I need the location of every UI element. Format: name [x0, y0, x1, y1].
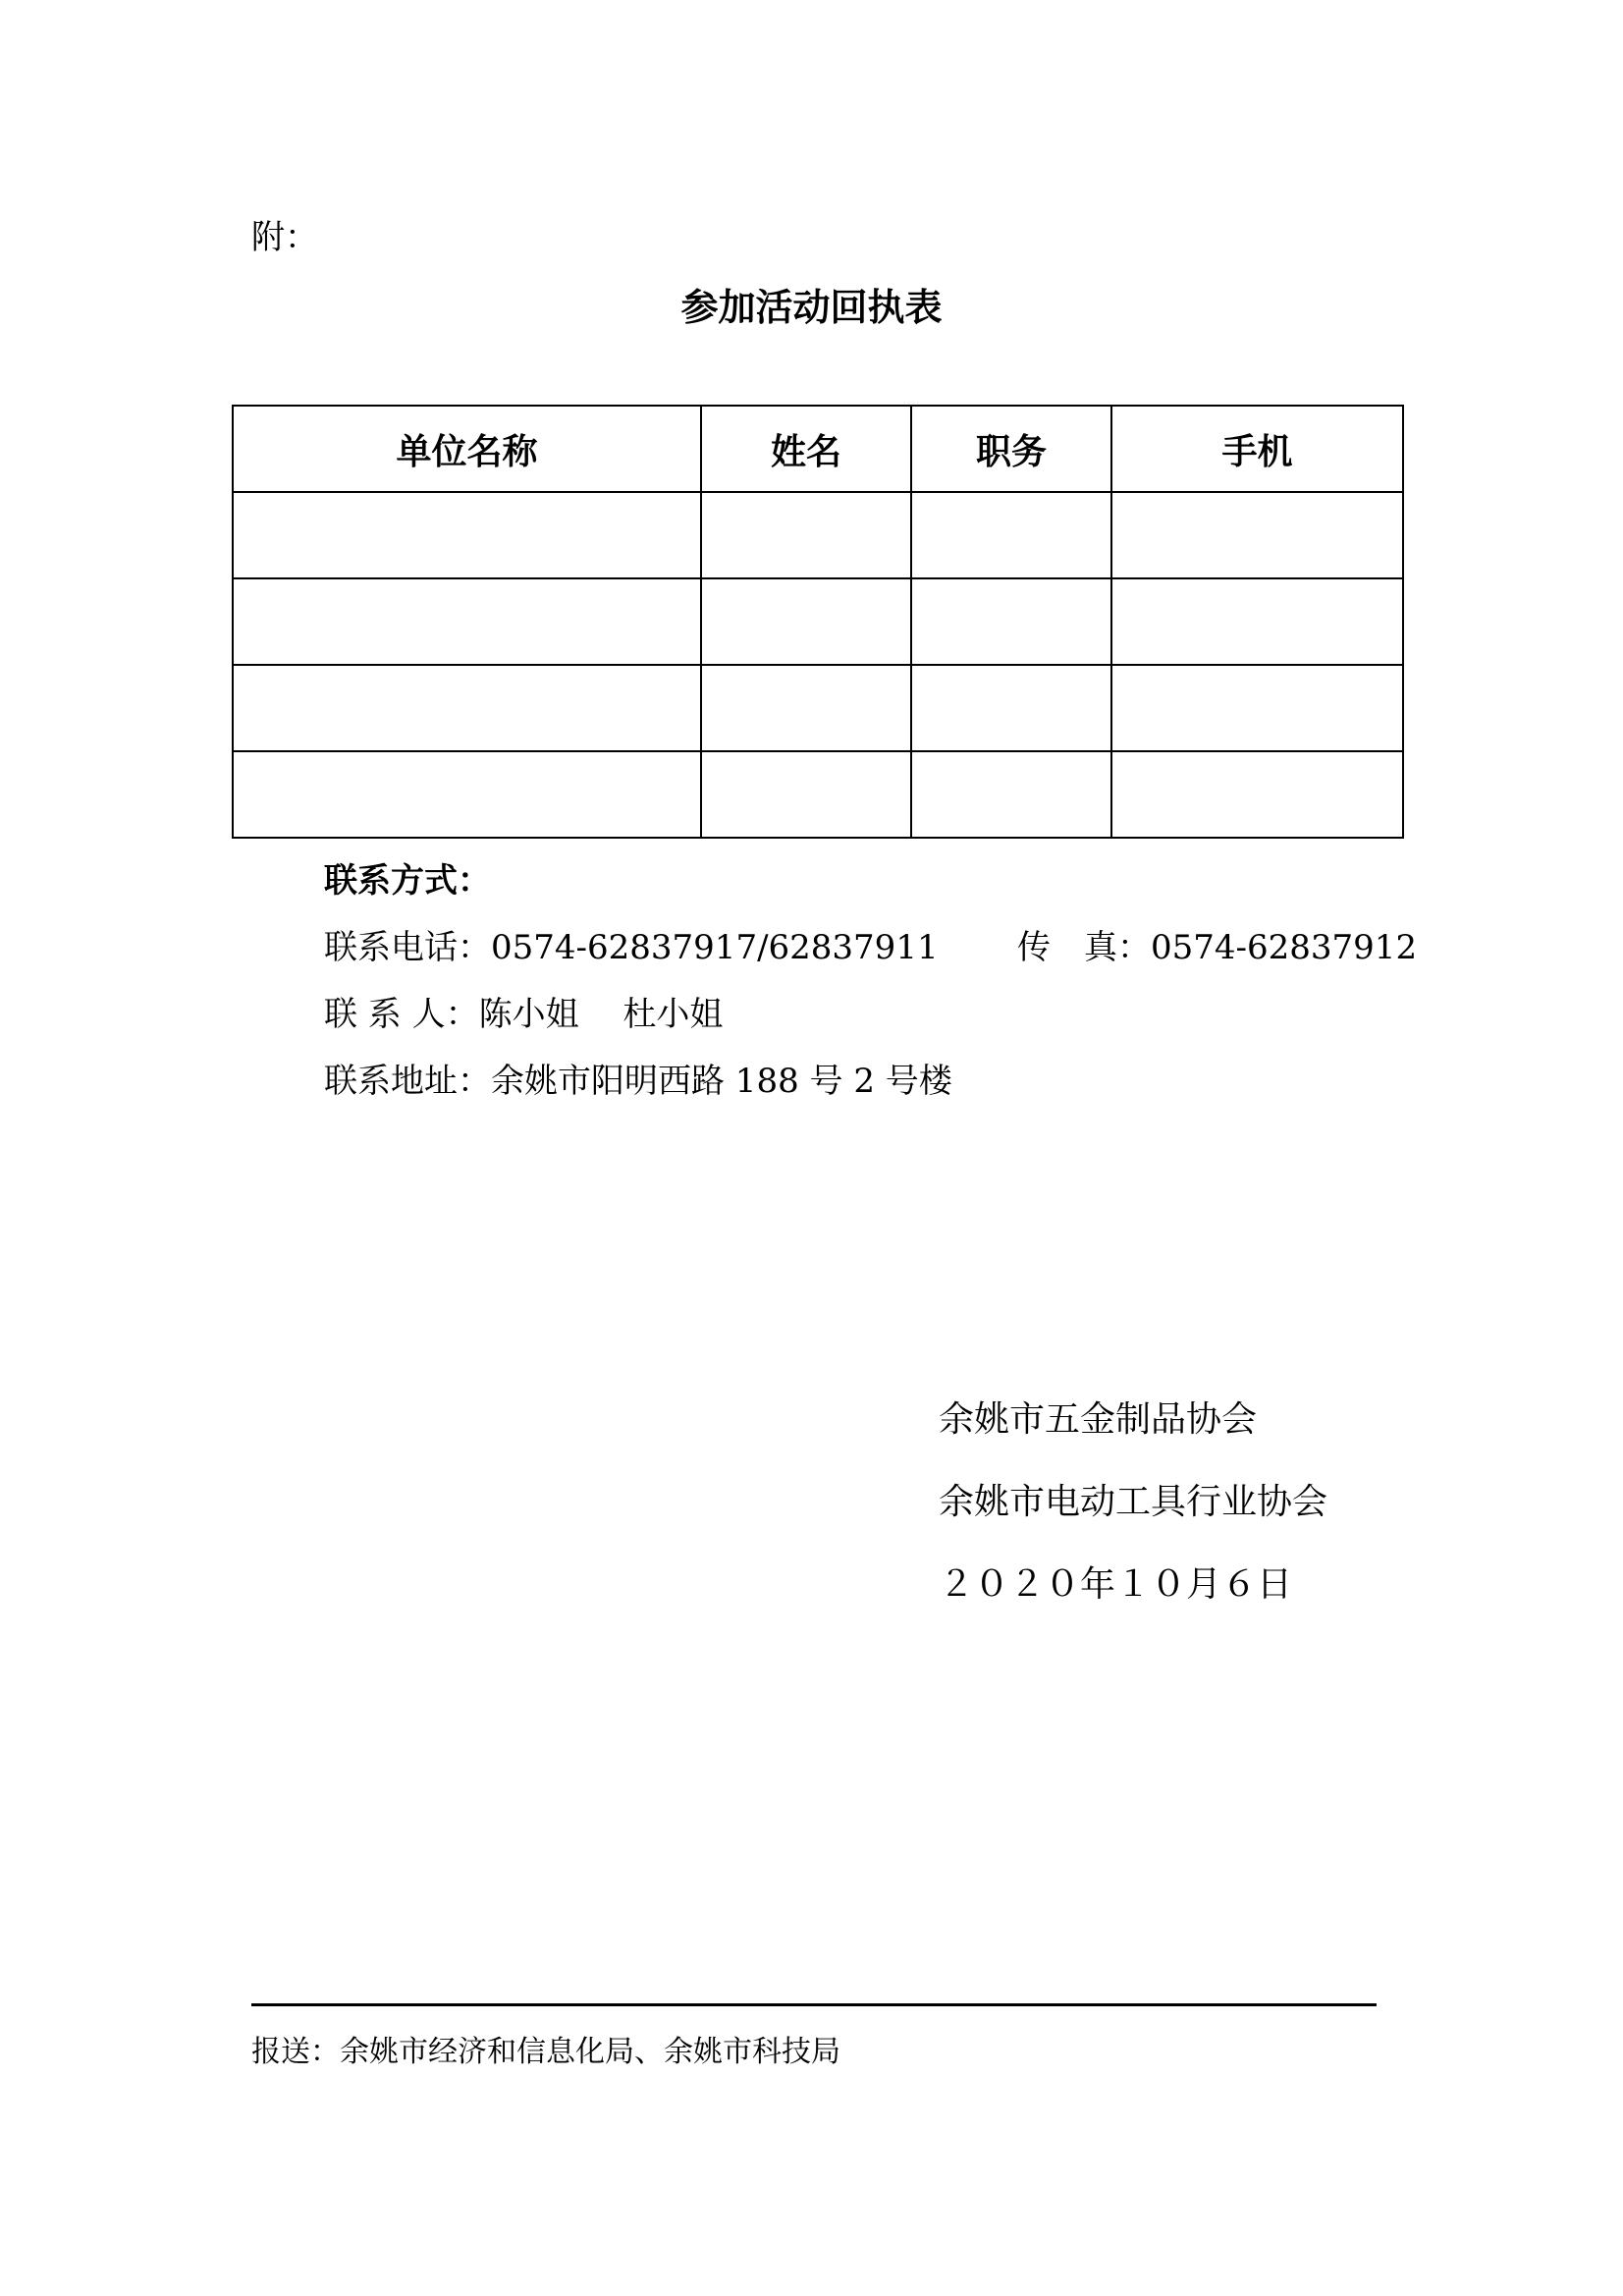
cell-mobile[interactable] [1111, 578, 1403, 665]
contact-fax: 传 真：0574-62837912 [1017, 928, 1418, 967]
cell-unit-name[interactable] [233, 578, 701, 665]
header-mobile: 手机 [1111, 406, 1403, 492]
contact-address: 联系地址：余姚市阳明西路 188 号 2 号楼 [324, 1062, 952, 1101]
reply-table [232, 405, 1404, 839]
signature-org-hardware: 余姚市五金制品协会 [939, 1399, 1258, 1440]
cell-mobile[interactable] [1111, 492, 1403, 578]
form-title: 参加活动回执表 [680, 286, 943, 329]
table-header-row [233, 406, 1403, 492]
cell-position[interactable] [911, 492, 1111, 578]
table-row [233, 578, 1403, 665]
cell-position[interactable] [911, 751, 1111, 838]
signature-org-power-tools: 余姚市电动工具行业协会 [939, 1482, 1328, 1522]
cell-name[interactable] [701, 665, 911, 751]
cell-mobile[interactable] [1111, 751, 1403, 838]
footer-cc: 报送：余姚市经济和信息化局、余姚市科技局 [251, 2035, 840, 2069]
footer-divider [251, 2003, 1377, 2006]
contact-phone: 联系电话：0574-62837917/62837911 [324, 928, 939, 967]
contact-heading: 联系方式： [324, 861, 491, 901]
cell-position[interactable] [911, 578, 1111, 665]
cell-position[interactable] [911, 665, 1111, 751]
cell-name[interactable] [701, 492, 911, 578]
attachment-label: 附： [251, 218, 318, 257]
signature-date: ２０２０年１０月６日 [939, 1564, 1293, 1605]
table-row [233, 751, 1403, 838]
table-row [233, 665, 1403, 751]
cell-name[interactable] [701, 578, 911, 665]
cell-name[interactable] [701, 751, 911, 838]
cell-unit-name[interactable] [233, 751, 701, 838]
header-name: 姓名 [701, 406, 911, 492]
cell-unit-name[interactable] [233, 665, 701, 751]
cell-mobile[interactable] [1111, 665, 1403, 751]
header-unit-name: 单位名称 [233, 406, 701, 492]
contact-person: 联 系 人：陈小姐 杜小姐 [324, 995, 724, 1034]
header-position: 职务 [911, 406, 1111, 492]
table-row [233, 492, 1403, 578]
cell-unit-name[interactable] [233, 492, 701, 578]
